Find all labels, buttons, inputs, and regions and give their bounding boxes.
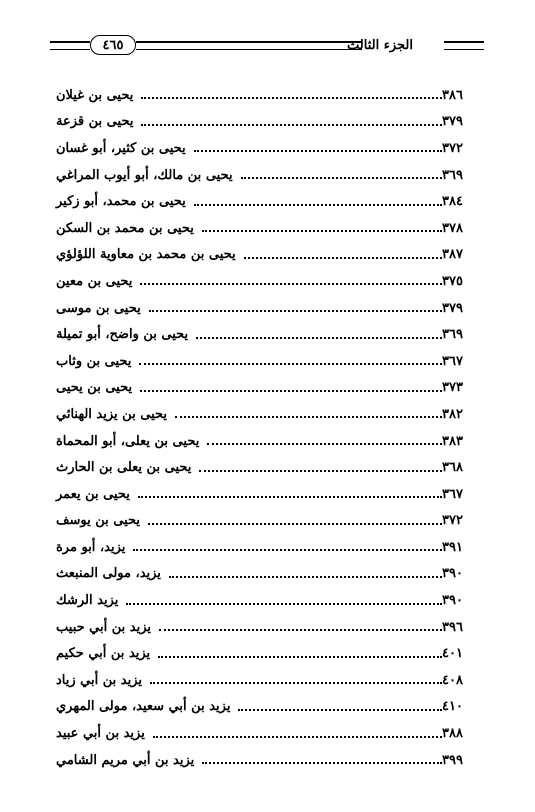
dot-leader — [139, 363, 442, 365]
entry-name: يزيد، أبو مرة — [56, 539, 126, 555]
entry-page-number: ٣٩٠ — [442, 566, 463, 582]
index-entry — [50, 481, 486, 508]
dot-leader — [244, 257, 442, 259]
entry-page-number: ٣٨٢ — [442, 406, 463, 422]
index-entry — [50, 428, 486, 455]
dot-leader — [149, 310, 442, 312]
entry-name: يزيد، مولى المنبعث — [56, 566, 161, 582]
index-list — [50, 82, 486, 773]
entry-name: يزيد بن أبي حبيب — [56, 619, 152, 635]
entry-name: يزيد بن أبي حكيم — [56, 646, 151, 662]
index-entry — [50, 640, 486, 667]
index-entry — [50, 694, 486, 721]
dot-leader — [202, 762, 442, 764]
index-entry — [50, 135, 486, 162]
dot-leader — [207, 443, 442, 445]
index-entry — [50, 188, 486, 215]
entry-name: يحيى بن كثير، أبو غسان — [56, 140, 186, 156]
entry-name: يزيد بن أبي سعيد، مولى المهري — [56, 699, 231, 715]
entry-page-number: ٣٩٠ — [442, 593, 463, 609]
dot-leader — [150, 682, 442, 684]
entry-name: يزيد الرشك — [56, 593, 119, 609]
entry-page-number: ٣٧٩ — [442, 300, 463, 316]
header-rule-right — [444, 41, 484, 50]
dot-leader — [199, 470, 442, 472]
page-number-badge: ٤٦٥ — [90, 35, 136, 55]
index-entry — [50, 587, 486, 614]
index-entry — [50, 268, 486, 295]
dot-leader — [138, 496, 442, 498]
entry-name: يحيى بن يزيد الهنائي — [56, 406, 167, 422]
dot-leader — [194, 150, 442, 152]
entry-name: يحيى بن محمد، أبو زكير — [56, 194, 186, 210]
dot-leader — [196, 337, 442, 339]
entry-page-number: ٣٩٦ — [442, 619, 463, 635]
entry-name: يحيى بن محمد بن السكن — [56, 220, 194, 236]
index-entry — [50, 321, 486, 348]
page-header — [0, 0, 535, 70]
entry-page-number: ٤١٠ — [442, 699, 463, 715]
dot-leader — [140, 283, 442, 285]
entry-page-number: ٣٦٧ — [442, 486, 463, 502]
entry-name: يزيد بن أبي زياد — [56, 672, 143, 688]
entry-page-number: ٣٧٢ — [442, 513, 463, 529]
entry-name: يزيد بن أبي مريم الشامي — [56, 752, 195, 768]
entry-name: يحيى بن يحيى — [56, 380, 133, 396]
index-entry — [50, 508, 486, 535]
index-entry — [50, 747, 486, 774]
entry-page-number: ٣٨٧ — [442, 247, 463, 263]
dot-leader — [153, 736, 442, 738]
index-entry — [50, 348, 486, 375]
entry-name: يحيى بن يعلى بن الحارث — [56, 460, 192, 476]
entry-name: يحيى بن محمد بن معاوية اللؤلؤي — [56, 247, 236, 263]
entry-page-number: ٣٨٤ — [442, 194, 463, 210]
entry-page-number: ٣٧٣ — [442, 380, 463, 396]
entry-page-number: ٤٠١ — [442, 646, 463, 662]
entry-name: يحيى بن يعلى، أبو المحماة — [56, 433, 200, 449]
entry-page-number: ٣٨٦ — [442, 87, 463, 103]
index-entry — [50, 82, 486, 109]
index-entry — [50, 295, 486, 322]
dot-leader — [169, 576, 442, 578]
entry-name: يحيى بن موسى — [56, 300, 141, 316]
entry-page-number: ٣٨٨ — [442, 726, 463, 742]
dot-leader — [141, 124, 442, 126]
dot-leader — [133, 549, 442, 551]
dot-leader — [238, 709, 442, 711]
entry-page-number: ٣٩٩ — [442, 752, 463, 768]
entry-page-number: ٤٠٨ — [442, 672, 463, 688]
volume-title: الجزء الثالث — [347, 38, 413, 53]
index-entry — [50, 534, 486, 561]
index-entry — [50, 401, 486, 428]
entry-name: يزيد بن أبي عبيد — [56, 726, 145, 742]
dot-leader — [158, 656, 442, 658]
index-entry — [50, 720, 486, 747]
entry-page-number: ٣٦٨ — [442, 460, 463, 476]
entry-name: يحيى بن قزعة — [56, 114, 134, 130]
entry-page-number: ٣٦٧ — [442, 353, 463, 369]
entry-page-number: ٣٨٣ — [442, 433, 463, 449]
dot-leader — [141, 97, 442, 99]
dot-leader — [194, 204, 442, 206]
index-entry — [50, 215, 486, 242]
dot-leader — [175, 416, 442, 418]
index-entry — [50, 109, 486, 136]
index-entry — [50, 454, 486, 481]
entry-page-number: ٣٧٩ — [442, 114, 463, 130]
entry-name: يحيى بن يعمر — [56, 486, 130, 502]
entry-page-number: ٣٧٢ — [442, 140, 463, 156]
entry-name: يحيى بن مالك، أبو أيوب المراغي — [56, 167, 233, 183]
entry-page-number: ٣٦٩ — [442, 167, 463, 183]
entry-name: يحيى بن معين — [56, 273, 133, 289]
header-rule-middle — [136, 41, 362, 50]
entry-page-number: ٣٧٨ — [442, 220, 463, 236]
index-entry — [50, 614, 486, 641]
dot-leader — [241, 177, 442, 179]
entry-name: يحيى بن يوسف — [56, 513, 141, 529]
index-entry — [50, 667, 486, 694]
header-rule-left — [50, 41, 90, 50]
entry-page-number: ٣٩١ — [442, 539, 463, 555]
dot-leader — [126, 603, 442, 605]
dot-leader — [159, 629, 442, 631]
entry-name: يحيى بن واضح، أبو تميلة — [56, 327, 189, 343]
entry-page-number: ٣٦٩ — [442, 327, 463, 343]
dot-leader — [202, 230, 442, 232]
index-entry — [50, 375, 486, 402]
entry-name: يحيى بن وثاب — [56, 353, 132, 369]
dot-leader — [140, 390, 442, 392]
entry-page-number: ٣٧٥ — [442, 273, 463, 289]
index-entry — [50, 242, 486, 269]
entry-name: يحيى بن غيلان — [56, 87, 134, 103]
dot-leader — [148, 523, 442, 525]
index-entry — [50, 561, 486, 588]
index-entry — [50, 162, 486, 189]
